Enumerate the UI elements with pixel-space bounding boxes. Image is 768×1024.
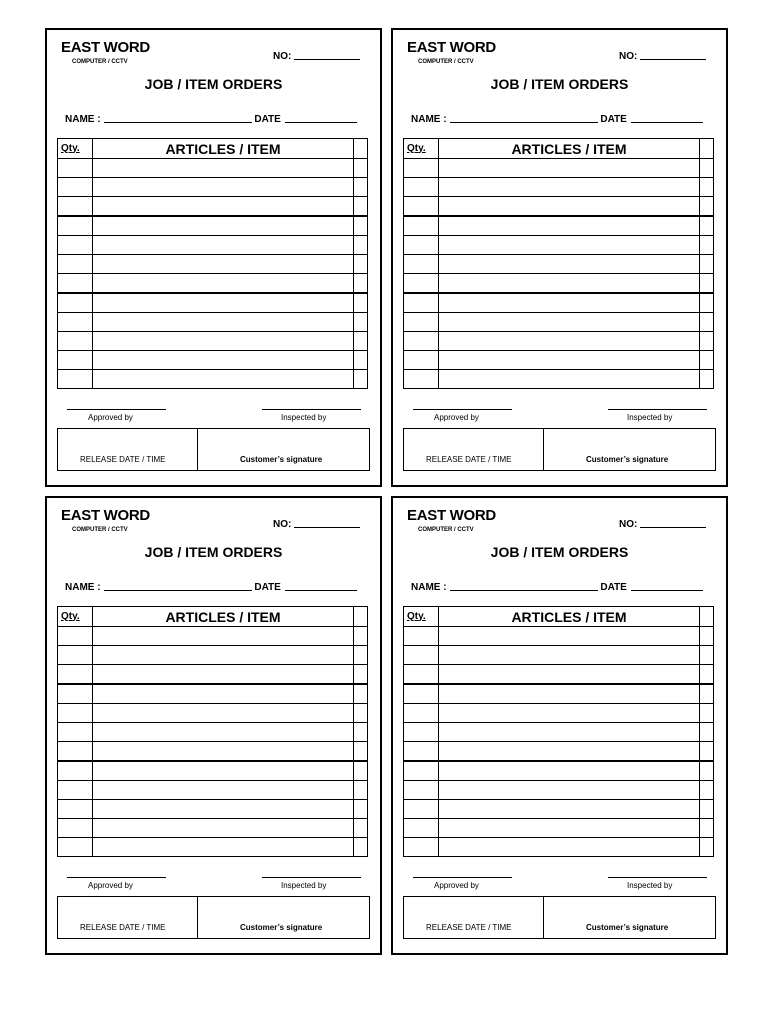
qty-cell[interactable] bbox=[58, 781, 93, 800]
table-row bbox=[404, 665, 714, 685]
items-table bbox=[57, 138, 368, 389]
table-header-row bbox=[404, 607, 714, 627]
extra-cell[interactable] bbox=[700, 781, 714, 800]
article-cell[interactable] bbox=[93, 665, 354, 685]
article-cell[interactable] bbox=[439, 704, 700, 723]
qty-cell[interactable] bbox=[58, 819, 93, 838]
order-number-field[interactable] bbox=[619, 520, 706, 530]
extra-cell[interactable] bbox=[700, 723, 714, 742]
table-row bbox=[58, 178, 368, 197]
article-cell[interactable] bbox=[93, 274, 354, 294]
table-row bbox=[404, 332, 714, 351]
table-row bbox=[404, 742, 714, 762]
table-row bbox=[58, 742, 368, 762]
extra-cell[interactable] bbox=[700, 216, 714, 236]
article-cell[interactable] bbox=[93, 704, 354, 723]
table-row bbox=[58, 197, 368, 217]
release-date-label: RELEASE DATE / TIME bbox=[426, 455, 512, 464]
extra-cell[interactable] bbox=[700, 313, 714, 332]
article-cell[interactable] bbox=[93, 781, 354, 800]
extra-cell[interactable] bbox=[354, 255, 368, 274]
article-cell[interactable] bbox=[93, 332, 354, 351]
company-subtitle: COMPUTER / CCTV bbox=[72, 527, 128, 533]
articles-header: ARTICLES / ITEM bbox=[439, 607, 700, 627]
table-row bbox=[58, 838, 368, 857]
company-subtitle: COMPUTER / CCTV bbox=[418, 59, 474, 65]
table-row bbox=[58, 274, 368, 294]
qty-cell[interactable] bbox=[404, 197, 439, 217]
customer-signature-label: Customer’s signature bbox=[586, 455, 669, 464]
qty-cell[interactable] bbox=[404, 370, 439, 389]
table-row bbox=[58, 781, 368, 800]
table-row bbox=[58, 665, 368, 685]
order-form bbox=[45, 28, 382, 487]
box-divider bbox=[543, 897, 544, 938]
items-table bbox=[403, 606, 714, 857]
date-label: DATE bbox=[254, 582, 281, 593]
customer-signature-label: Customer’s signature bbox=[586, 923, 669, 932]
articles-header: ARTICLES / ITEM bbox=[93, 607, 354, 627]
qty-header: Qty. bbox=[404, 139, 439, 159]
table-row bbox=[58, 255, 368, 274]
table-row bbox=[404, 781, 714, 800]
form-title: JOB / ITEM ORDERS bbox=[490, 76, 629, 92]
extra-cell[interactable] bbox=[700, 684, 714, 704]
table-row bbox=[404, 704, 714, 723]
article-cell[interactable] bbox=[93, 216, 354, 236]
article-cell[interactable] bbox=[439, 216, 700, 236]
qty-cell[interactable] bbox=[58, 742, 93, 762]
table-row bbox=[58, 313, 368, 332]
order-number-label: NO: bbox=[619, 519, 638, 530]
order-number-field[interactable] bbox=[273, 52, 360, 62]
article-cell[interactable] bbox=[439, 178, 700, 197]
approved-label: Approved by bbox=[88, 413, 133, 422]
extra-cell[interactable] bbox=[700, 742, 714, 762]
table-row bbox=[58, 332, 368, 351]
order-number-label: NO: bbox=[273, 519, 292, 530]
qty-cell[interactable] bbox=[404, 255, 439, 274]
qty-cell[interactable] bbox=[404, 236, 439, 255]
article-cell[interactable] bbox=[93, 646, 354, 665]
article-cell[interactable] bbox=[439, 742, 700, 762]
article-cell[interactable] bbox=[93, 255, 354, 274]
table-row bbox=[58, 159, 368, 178]
qty-cell[interactable] bbox=[404, 838, 439, 857]
article-cell[interactable] bbox=[93, 370, 354, 389]
qty-cell[interactable] bbox=[404, 819, 439, 838]
extra-cell[interactable] bbox=[354, 800, 368, 819]
extra-cell[interactable] bbox=[354, 819, 368, 838]
qty-cell[interactable] bbox=[58, 197, 93, 217]
date-line[interactable] bbox=[285, 122, 357, 123]
name-line[interactable] bbox=[450, 590, 598, 591]
qty-cell[interactable] bbox=[404, 800, 439, 819]
extra-cell[interactable] bbox=[354, 838, 368, 857]
approved-signature-line[interactable] bbox=[413, 409, 512, 410]
order-number-label: NO: bbox=[273, 51, 292, 62]
article-cell[interactable] bbox=[93, 838, 354, 857]
article-cell[interactable] bbox=[439, 800, 700, 819]
articles-header: ARTICLES / ITEM bbox=[93, 139, 354, 159]
qty-cell[interactable] bbox=[404, 704, 439, 723]
table-header-row bbox=[404, 139, 714, 159]
form-title: JOB / ITEM ORDERS bbox=[490, 544, 629, 560]
table-row bbox=[404, 819, 714, 838]
company-subtitle: COMPUTER / CCTV bbox=[72, 59, 128, 65]
article-cell[interactable] bbox=[93, 197, 354, 217]
article-cell[interactable] bbox=[439, 293, 700, 313]
article-cell[interactable] bbox=[439, 646, 700, 665]
approved-signature-line[interactable] bbox=[67, 877, 166, 878]
extra-header bbox=[354, 607, 368, 627]
qty-cell[interactable] bbox=[58, 704, 93, 723]
name-label: NAME : bbox=[65, 114, 101, 125]
order-number-field[interactable] bbox=[273, 520, 360, 530]
article-cell[interactable] bbox=[439, 313, 700, 332]
table-row bbox=[404, 293, 714, 313]
qty-cell[interactable] bbox=[58, 159, 93, 178]
release-signature-box bbox=[403, 428, 716, 471]
extra-cell[interactable] bbox=[700, 236, 714, 255]
article-cell[interactable] bbox=[439, 255, 700, 274]
article-cell[interactable] bbox=[93, 627, 354, 646]
approved-label: Approved by bbox=[88, 881, 133, 890]
qty-cell[interactable] bbox=[58, 255, 93, 274]
table-row bbox=[58, 370, 368, 389]
inspected-signature-line[interactable] bbox=[262, 877, 361, 878]
article-cell[interactable] bbox=[439, 781, 700, 800]
article-cell[interactable] bbox=[439, 332, 700, 351]
qty-cell[interactable] bbox=[404, 313, 439, 332]
table-row bbox=[58, 684, 368, 704]
table-row bbox=[58, 723, 368, 742]
date-line[interactable] bbox=[631, 122, 703, 123]
table-row bbox=[404, 197, 714, 217]
qty-cell[interactable] bbox=[404, 274, 439, 294]
table-row bbox=[404, 216, 714, 236]
qty-cell[interactable] bbox=[404, 216, 439, 236]
extra-cell[interactable] bbox=[354, 761, 368, 781]
release-signature-box bbox=[403, 896, 716, 939]
extra-cell[interactable] bbox=[700, 351, 714, 370]
order-number-line bbox=[640, 527, 706, 528]
name-date-row bbox=[65, 583, 357, 593]
article-cell[interactable] bbox=[439, 197, 700, 217]
box-divider bbox=[543, 429, 544, 470]
qty-header: Qty. bbox=[58, 607, 93, 627]
table-row bbox=[404, 159, 714, 178]
company-name: EAST WORD bbox=[407, 39, 496, 56]
article-cell[interactable] bbox=[439, 819, 700, 838]
extra-header bbox=[700, 607, 714, 627]
qty-cell[interactable] bbox=[404, 684, 439, 704]
name-date-row bbox=[65, 115, 357, 125]
customer-signature-label: Customer’s signature bbox=[240, 923, 323, 932]
table-row bbox=[404, 838, 714, 857]
release-date-label: RELEASE DATE / TIME bbox=[80, 455, 166, 464]
order-form bbox=[391, 496, 728, 955]
table-row bbox=[58, 351, 368, 370]
table-row bbox=[404, 178, 714, 197]
extra-cell[interactable] bbox=[354, 197, 368, 217]
table-row bbox=[58, 627, 368, 646]
article-cell[interactable] bbox=[439, 665, 700, 685]
extra-cell[interactable] bbox=[354, 178, 368, 197]
qty-cell[interactable] bbox=[58, 274, 93, 294]
extra-cell[interactable] bbox=[700, 197, 714, 217]
qty-cell[interactable] bbox=[404, 293, 439, 313]
table-row bbox=[404, 313, 714, 332]
qty-cell[interactable] bbox=[58, 332, 93, 351]
articles-header: ARTICLES / ITEM bbox=[439, 139, 700, 159]
order-form bbox=[45, 496, 382, 955]
company-name: EAST WORD bbox=[407, 507, 496, 524]
article-cell[interactable] bbox=[93, 684, 354, 704]
extra-cell[interactable] bbox=[354, 627, 368, 646]
order-number-line bbox=[640, 59, 706, 60]
inspected-label: Inspected by bbox=[281, 881, 327, 890]
article-cell[interactable] bbox=[93, 313, 354, 332]
table-row bbox=[404, 800, 714, 819]
customer-signature-label: Customer’s signature bbox=[240, 455, 323, 464]
article-cell[interactable] bbox=[93, 742, 354, 762]
qty-cell[interactable] bbox=[404, 742, 439, 762]
inspected-label: Inspected by bbox=[627, 881, 673, 890]
date-line[interactable] bbox=[631, 590, 703, 591]
extra-cell[interactable] bbox=[700, 370, 714, 389]
extra-cell[interactable] bbox=[354, 313, 368, 332]
table-row bbox=[58, 704, 368, 723]
qty-cell[interactable] bbox=[58, 761, 93, 781]
table-row bbox=[404, 274, 714, 294]
table-row bbox=[404, 236, 714, 255]
table-row bbox=[404, 370, 714, 389]
qty-cell[interactable] bbox=[404, 646, 439, 665]
order-number-line bbox=[294, 59, 360, 60]
qty-cell[interactable] bbox=[58, 800, 93, 819]
table-row bbox=[58, 236, 368, 255]
date-label: DATE bbox=[254, 114, 281, 125]
date-label: DATE bbox=[600, 582, 627, 593]
approved-signature-line[interactable] bbox=[67, 409, 166, 410]
items-table bbox=[403, 138, 714, 389]
name-line[interactable] bbox=[104, 122, 252, 123]
qty-cell[interactable] bbox=[58, 838, 93, 857]
article-cell[interactable] bbox=[439, 627, 700, 646]
article-cell[interactable] bbox=[93, 723, 354, 742]
extra-header bbox=[700, 139, 714, 159]
article-cell[interactable] bbox=[439, 159, 700, 178]
article-cell[interactable] bbox=[439, 723, 700, 742]
qty-cell[interactable] bbox=[58, 370, 93, 389]
extra-cell[interactable] bbox=[700, 761, 714, 781]
order-number-line bbox=[294, 527, 360, 528]
table-row bbox=[404, 627, 714, 646]
approved-label: Approved by bbox=[434, 881, 479, 890]
name-date-row bbox=[411, 115, 703, 125]
qty-header: Qty. bbox=[404, 607, 439, 627]
article-cell[interactable] bbox=[439, 838, 700, 857]
article-cell[interactable] bbox=[93, 159, 354, 178]
table-row bbox=[404, 723, 714, 742]
company-subtitle: COMPUTER / CCTV bbox=[418, 527, 474, 533]
qty-cell[interactable] bbox=[58, 236, 93, 255]
qty-cell[interactable] bbox=[58, 216, 93, 236]
extra-cell[interactable] bbox=[700, 293, 714, 313]
inspected-label: Inspected by bbox=[281, 413, 327, 422]
qty-cell[interactable] bbox=[404, 665, 439, 685]
name-label: NAME : bbox=[65, 582, 101, 593]
approved-label: Approved by bbox=[434, 413, 479, 422]
table-row bbox=[404, 255, 714, 274]
extra-cell[interactable] bbox=[700, 838, 714, 857]
article-cell[interactable] bbox=[93, 351, 354, 370]
qty-cell[interactable] bbox=[58, 665, 93, 685]
extra-cell[interactable] bbox=[354, 351, 368, 370]
extra-cell[interactable] bbox=[700, 800, 714, 819]
table-row bbox=[404, 351, 714, 370]
name-date-row bbox=[411, 583, 703, 593]
extra-cell[interactable] bbox=[700, 819, 714, 838]
table-row bbox=[58, 293, 368, 313]
qty-cell[interactable] bbox=[58, 627, 93, 646]
order-number-field[interactable] bbox=[619, 52, 706, 62]
release-date-label: RELEASE DATE / TIME bbox=[426, 923, 512, 932]
release-signature-box bbox=[57, 896, 370, 939]
box-divider bbox=[197, 429, 198, 470]
company-name: EAST WORD bbox=[61, 39, 150, 56]
qty-cell[interactable] bbox=[404, 781, 439, 800]
qty-cell[interactable] bbox=[58, 313, 93, 332]
date-line[interactable] bbox=[285, 590, 357, 591]
extra-cell[interactable] bbox=[354, 646, 368, 665]
extra-cell[interactable] bbox=[354, 293, 368, 313]
article-cell[interactable] bbox=[93, 178, 354, 197]
article-cell[interactable] bbox=[93, 293, 354, 313]
name-label: NAME : bbox=[411, 114, 447, 125]
order-form bbox=[391, 28, 728, 487]
table-row bbox=[404, 646, 714, 665]
inspected-signature-line[interactable] bbox=[262, 409, 361, 410]
article-cell[interactable] bbox=[93, 236, 354, 255]
article-cell[interactable] bbox=[439, 236, 700, 255]
qty-cell[interactable] bbox=[404, 178, 439, 197]
article-cell[interactable] bbox=[93, 800, 354, 819]
article-cell[interactable] bbox=[439, 274, 700, 294]
extra-cell[interactable] bbox=[700, 704, 714, 723]
article-cell[interactable] bbox=[93, 761, 354, 781]
qty-cell[interactable] bbox=[58, 293, 93, 313]
table-row bbox=[58, 819, 368, 838]
qty-cell[interactable] bbox=[404, 332, 439, 351]
article-cell[interactable] bbox=[439, 761, 700, 781]
table-header-row bbox=[58, 139, 368, 159]
extra-cell[interactable] bbox=[700, 178, 714, 197]
inspected-signature-line[interactable] bbox=[608, 409, 707, 410]
name-line[interactable] bbox=[104, 590, 252, 591]
extra-cell[interactable] bbox=[354, 216, 368, 236]
table-row bbox=[404, 684, 714, 704]
extra-cell[interactable] bbox=[700, 627, 714, 646]
qty-cell[interactable] bbox=[404, 351, 439, 370]
release-signature-box bbox=[57, 428, 370, 471]
release-date-label: RELEASE DATE / TIME bbox=[80, 923, 166, 932]
article-cell[interactable] bbox=[439, 684, 700, 704]
qty-cell[interactable] bbox=[404, 627, 439, 646]
form-title: JOB / ITEM ORDERS bbox=[144, 76, 283, 92]
qty-cell[interactable] bbox=[58, 351, 93, 370]
extra-cell[interactable] bbox=[354, 236, 368, 255]
extra-cell[interactable] bbox=[700, 159, 714, 178]
extra-cell[interactable] bbox=[354, 370, 368, 389]
extra-cell[interactable] bbox=[354, 723, 368, 742]
items-table bbox=[57, 606, 368, 857]
extra-cell[interactable] bbox=[354, 332, 368, 351]
qty-cell[interactable] bbox=[58, 646, 93, 665]
qty-cell[interactable] bbox=[404, 761, 439, 781]
extra-header bbox=[354, 139, 368, 159]
qty-header: Qty. bbox=[58, 139, 93, 159]
article-cell[interactable] bbox=[439, 370, 700, 389]
article-cell[interactable] bbox=[439, 351, 700, 370]
box-divider bbox=[197, 897, 198, 938]
table-row bbox=[58, 646, 368, 665]
table-row bbox=[58, 216, 368, 236]
extra-cell[interactable] bbox=[700, 332, 714, 351]
qty-cell[interactable] bbox=[58, 684, 93, 704]
extra-cell[interactable] bbox=[354, 274, 368, 294]
qty-cell[interactable] bbox=[58, 723, 93, 742]
table-row bbox=[404, 761, 714, 781]
extra-cell[interactable] bbox=[354, 684, 368, 704]
name-line[interactable] bbox=[450, 122, 598, 123]
name-label: NAME : bbox=[411, 582, 447, 593]
table-row bbox=[58, 761, 368, 781]
approved-signature-line[interactable] bbox=[413, 877, 512, 878]
extra-cell[interactable] bbox=[700, 665, 714, 685]
extra-cell[interactable] bbox=[700, 646, 714, 665]
table-header-row bbox=[58, 607, 368, 627]
extra-cell[interactable] bbox=[700, 274, 714, 294]
qty-cell[interactable] bbox=[404, 159, 439, 178]
qty-cell[interactable] bbox=[404, 723, 439, 742]
extra-cell[interactable] bbox=[354, 781, 368, 800]
extra-cell[interactable] bbox=[700, 255, 714, 274]
inspected-signature-line[interactable] bbox=[608, 877, 707, 878]
date-label: DATE bbox=[600, 114, 627, 125]
extra-cell[interactable] bbox=[354, 665, 368, 685]
qty-cell[interactable] bbox=[58, 178, 93, 197]
order-number-label: NO: bbox=[619, 51, 638, 62]
table-row bbox=[58, 800, 368, 819]
company-name: EAST WORD bbox=[61, 507, 150, 524]
inspected-label: Inspected by bbox=[627, 413, 673, 422]
extra-cell[interactable] bbox=[354, 159, 368, 178]
extra-cell[interactable] bbox=[354, 742, 368, 762]
extra-cell[interactable] bbox=[354, 704, 368, 723]
article-cell[interactable] bbox=[93, 819, 354, 838]
form-title: JOB / ITEM ORDERS bbox=[144, 544, 283, 560]
